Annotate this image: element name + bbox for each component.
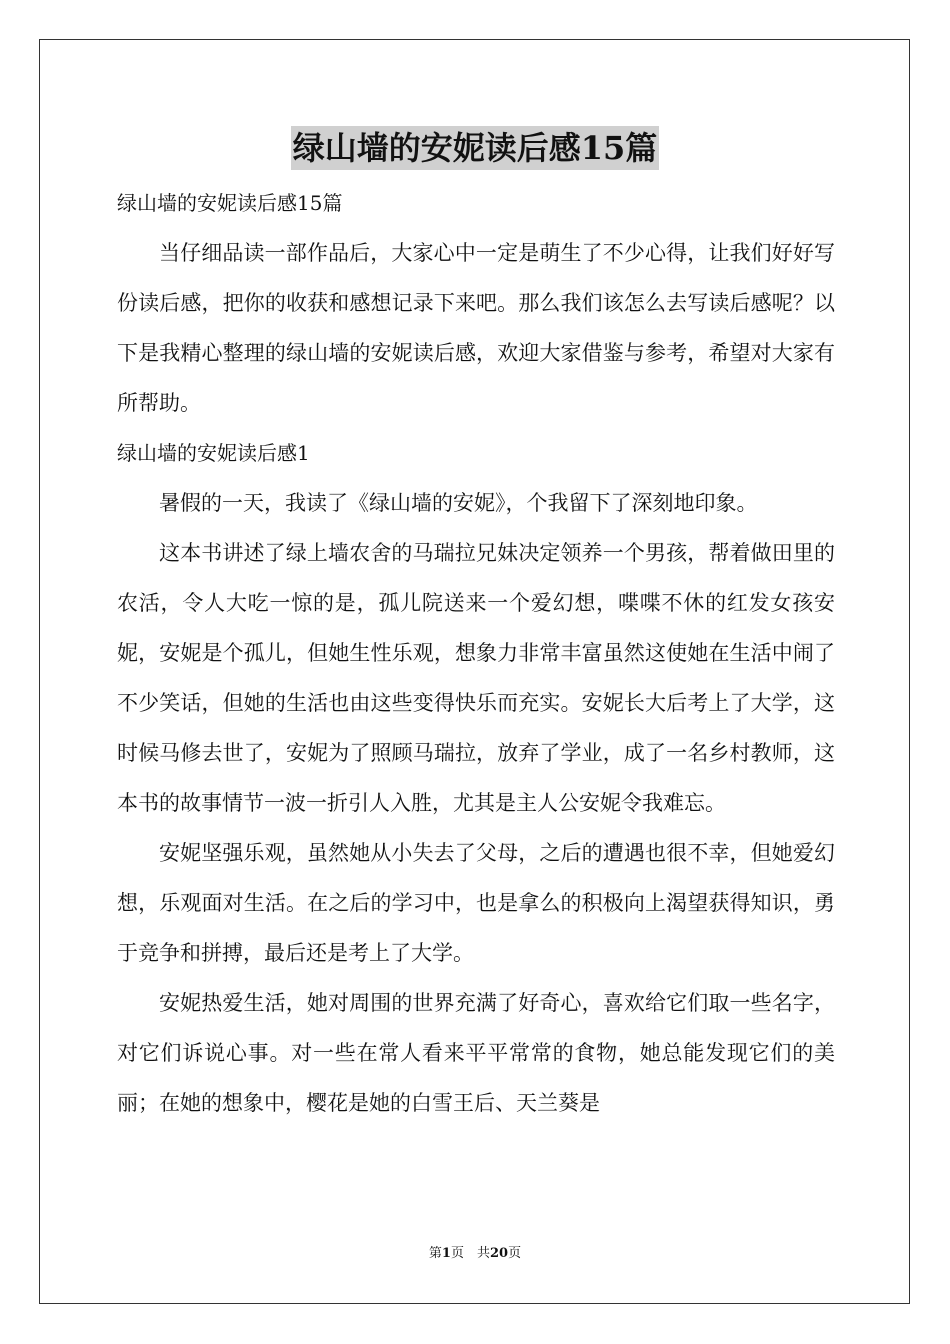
document-body	[117, 178, 835, 1128]
section-heading: 绿山墙的安妮读后感1	[117, 441, 310, 465]
body-paragraph: 这本书讲述了绿上墙农舍的马瑞拉兄妹决定领养一个男孩，帮着做田里的农活，令人大吃一惊的是，孤儿院送来一个爱幻想，喋喋不休的红发女孩安妮，安妮是个孤儿，但她生性乐观，想象力非常丰富虽然这使她在生活中闹了不少笑话，但她的生活也由这些变得快乐而充实。安妮长大后考上了大学，这时候马修去世了，安妮为了照顾马瑞拉，放弃了学业，成了一名乡村教师，这本书的故事情节一波一折引人入胜，尤其是主人公安妮令我难忘。	[117, 541, 835, 815]
body-paragraph: 安妮热爱生活，她对周围的世界充满了好奇心，喜欢给它们取一些名字，对它们诉说心事。对一些在常人看来平平常常的食物，她总能发现它们的美丽；在她的想象中，樱花是她的白雪王后、天兰葵是	[117, 991, 835, 1115]
footer-suffix: 页	[508, 1246, 522, 1261]
footer-page-number: 1	[441, 1246, 451, 1261]
document-title: 绿山墙的安妮读后感15篇	[291, 126, 660, 170]
document-subtitle: 绿山墙的安妮读后感15篇	[117, 191, 343, 215]
intro-paragraph: 当仔细品读一部作品后，大家心中一定是萌生了不少心得，让我们好好写份读后感，把你的收获和感想记录下来吧。那么我们该怎么去写读后感呢？以下是我精心整理的绿山墙的安妮读后感，欢迎大家借鉴与参考，希望对大家有所帮助。	[117, 241, 835, 415]
footer-total-pages: 20	[489, 1246, 509, 1261]
footer-mid: 页 共	[450, 1246, 490, 1261]
body-paragraph: 暑假的一天，我读了《绿山墙的安妮》，个我留下了深刻地印象。	[159, 491, 758, 515]
title-container	[0, 126, 950, 170]
footer-prefix: 第	[428, 1246, 442, 1261]
body-paragraph: 安妮坚强乐观，虽然她从小失去了父母，之后的遭遇也很不幸，但她爱幻想，乐观面对生活。在之后的学习中，也是拿么的积极向上渴望获得知识，勇于竞争和拼搏，最后还是考上了大学。	[117, 841, 835, 965]
page-footer	[0, 1244, 950, 1264]
